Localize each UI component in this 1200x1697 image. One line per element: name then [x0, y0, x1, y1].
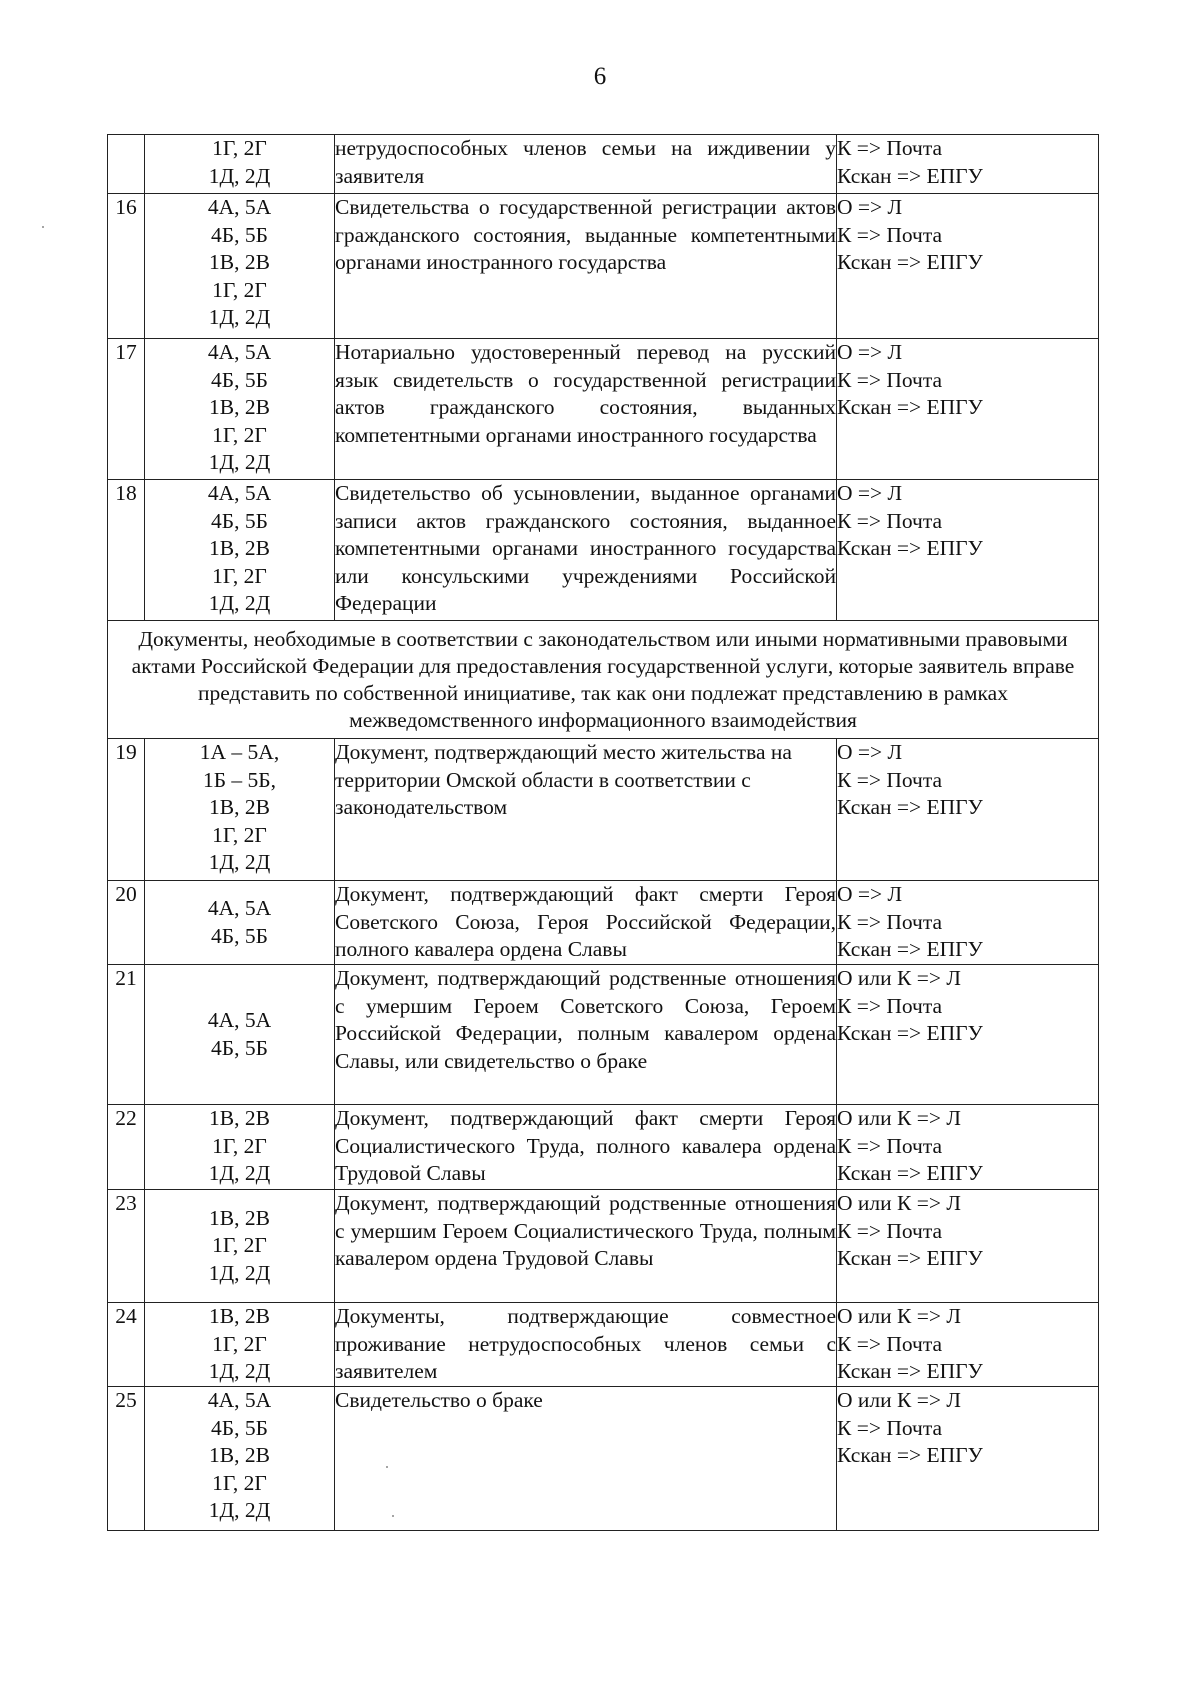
scan-speck: [42, 226, 44, 228]
delivery-methods: [837, 135, 1099, 194]
delivery-line: Кскан => ЕПГУ: [837, 1359, 983, 1383]
scan-speck: [392, 1515, 394, 1517]
delivery-methods: [837, 1105, 1099, 1190]
table-row: [108, 480, 1099, 621]
table-row: [108, 965, 1099, 1105]
delivery-line: О => Л: [837, 340, 903, 364]
document-description: Документ, подтверждающий родственные отношения с умершим Героем Социалистического Труда, полным кавалером ордена Трудовой Славы: [335, 1190, 837, 1303]
code-line: 1Г, 2Г: [212, 1133, 267, 1158]
code-line: 1Г, 2Г: [212, 822, 267, 847]
delivery-methods: [837, 1303, 1099, 1387]
code-line: 1Д, 2Д: [208, 305, 271, 329]
category-codes: [145, 339, 335, 480]
code-line: 1Г, 2Г: [212, 1233, 267, 1258]
document-description: Свидетельство о браке: [335, 1387, 837, 1531]
category-codes: [145, 965, 335, 1105]
code-line: 1Д, 2Д: [208, 1161, 271, 1185]
table-row: [108, 1105, 1099, 1190]
code-line: 1В, 2В: [209, 1304, 270, 1328]
code-line: 1В, 2В: [209, 395, 270, 419]
delivery-methods: [837, 739, 1099, 881]
code-line: 4А, 5А: [207, 340, 272, 364]
document-description: Документы, подтверждающие совместное проживание нетрудоспособных членов семьи с заявителем: [335, 1303, 837, 1387]
code-line: 1Д, 2Д: [208, 1260, 271, 1285]
code-line: 1Д, 2Д: [208, 450, 271, 474]
delivery-line: К => Почта: [837, 1331, 943, 1356]
document-description: Свидетельства о государственной регистрации актов гражданского состояния, выданные компетентными органами иностранного государства: [335, 194, 837, 339]
delivery-line: О или К => Л: [837, 1191, 961, 1215]
table-row: [108, 1303, 1099, 1387]
code-line: 4Б, 5Б: [211, 1035, 268, 1060]
category-codes: [145, 881, 335, 965]
delivery-line: К => Почта: [837, 1415, 943, 1440]
delivery-line: Кскан => ЕПГУ: [837, 250, 983, 274]
delivery-line: К => Почта: [837, 1218, 943, 1243]
row-number: 20: [108, 881, 145, 965]
code-line: 1Г, 2Г: [212, 136, 267, 160]
row-number: 23: [108, 1190, 145, 1303]
code-line: 1Г, 2Г: [212, 1331, 267, 1356]
delivery-line: О => Л: [837, 740, 903, 764]
code-line: 1Д, 2Д: [208, 163, 271, 188]
table-row: [108, 339, 1099, 480]
code-line: 1Д, 2Д: [208, 1359, 271, 1383]
delivery-line: О или К => Л: [837, 1304, 961, 1328]
document-description: Документ, подтверждающий факт смерти Героя Советского Союза, Героя Российской Федерации, полного кавалера ордена Славы: [335, 881, 837, 965]
code-line: 4А, 5А: [207, 481, 272, 505]
code-line: 4А, 5А: [207, 1008, 272, 1032]
row-number: 24: [108, 1303, 145, 1387]
row-number: 21: [108, 965, 145, 1105]
delivery-line: Кскан => ЕПГУ: [837, 395, 983, 419]
row-number: 19: [108, 739, 145, 881]
document-description: Свидетельство об усыновлении, выданное органами записи актов гражданского состояния, выданное компетентными органами иностранного государства или консульскими учреждениями Российской Федерации: [335, 480, 837, 621]
delivery-line: К => Почта: [837, 909, 943, 934]
document-description: Документ, подтверждающий место жительства на территории Омской области в соответствии с законодательством: [335, 739, 837, 881]
page-number: 6: [593, 63, 607, 90]
code-line: 1В, 2В: [209, 250, 270, 274]
category-codes: [145, 1303, 335, 1387]
category-codes: [145, 739, 335, 881]
category-codes: [145, 1387, 335, 1531]
delivery-line: К => Почта: [837, 367, 943, 392]
category-codes: [145, 1190, 335, 1303]
table-row: [108, 739, 1099, 881]
code-line: 1Г, 2Г: [212, 422, 267, 447]
category-codes: [145, 135, 335, 194]
delivery-line: К => Почта: [837, 993, 943, 1018]
code-line: 4Б, 5Б: [211, 222, 268, 247]
category-codes: [145, 480, 335, 621]
code-line: 1Г, 2Г: [212, 277, 267, 302]
delivery-line: Кскан => ЕПГУ: [837, 795, 983, 819]
category-codes: [145, 194, 335, 339]
document-description: нетрудоспособных членов семьи на иждивении у заявителя: [335, 135, 837, 194]
delivery-line: Кскан => ЕПГУ: [837, 1246, 983, 1270]
code-line: 1Г, 2Г: [212, 1470, 267, 1495]
delivery-methods: [837, 881, 1099, 965]
row-number: 25: [108, 1387, 145, 1531]
delivery-methods: [837, 1190, 1099, 1303]
section-header-row: [108, 621, 1099, 739]
delivery-line: О => Л: [837, 195, 903, 219]
delivery-methods: [837, 194, 1099, 339]
delivery-line: О или К => Л: [837, 1388, 961, 1412]
delivery-line: К => Почта: [837, 508, 943, 533]
delivery-line: Кскан => ЕПГУ: [837, 1021, 983, 1045]
code-line: 4А, 5А: [207, 1388, 272, 1412]
code-line: 4А, 5А: [207, 195, 272, 219]
code-line: 4Б, 5Б: [211, 1415, 268, 1440]
code-line: 1В, 2В: [209, 1443, 270, 1467]
delivery-line: К => Почта: [837, 136, 943, 160]
table-row: [108, 194, 1099, 339]
table-row: [108, 1387, 1099, 1531]
delivery-line: Кскан => ЕПГУ: [837, 163, 983, 188]
delivery-methods: [837, 480, 1099, 621]
delivery-line: О или К => Л: [837, 966, 961, 990]
delivery-line: О => Л: [837, 882, 903, 906]
code-line: 4Б, 5Б: [211, 923, 268, 948]
document-description: Документ, подтверждающий родственные отношения с умершим Героем Советского Союза, Героем Российской Федерации, полным кавалером ордена Славы, или свидетельство о браке: [335, 965, 837, 1105]
delivery-line: К => Почта: [837, 222, 943, 247]
row-number: 18: [108, 480, 145, 621]
code-line: 4Б, 5Б: [211, 508, 268, 533]
delivery-methods: [837, 965, 1099, 1105]
row-number: 16: [108, 194, 145, 339]
code-line: 1В, 2В: [209, 536, 270, 560]
row-number: 17: [108, 339, 145, 480]
code-line: 1Г, 2Г: [212, 563, 267, 588]
delivery-line: Кскан => ЕПГУ: [837, 937, 983, 961]
document-description: Документ, подтверждающий факт смерти Героя Социалистического Труда, полного кавалера ордена Трудовой Славы: [335, 1105, 837, 1190]
delivery-line: О или К => Л: [837, 1106, 961, 1130]
delivery-line: Кскан => ЕПГУ: [837, 536, 983, 560]
delivery-methods: [837, 339, 1099, 480]
table-row: [108, 135, 1099, 194]
code-line: 1В, 2В: [209, 795, 270, 819]
code-line: 1В, 2В: [209, 1205, 270, 1230]
row-number: [108, 135, 145, 194]
section-header: Документы, необходимые в соответствии с законодательством или иными нормативными правовыми актами Российской Федерации для предоставления государственной услуги, которые заявитель вправе представить по собственной инициативе, так как они подлежат представлению в рамках межведомственного информационного взаимодействия: [108, 621, 1099, 739]
code-line: 1Д, 2Д: [208, 1498, 271, 1522]
table-row: [108, 1190, 1099, 1303]
delivery-methods: [837, 1387, 1099, 1531]
code-line: 1В, 2В: [209, 1106, 270, 1130]
delivery-line: Кскан => ЕПГУ: [837, 1443, 983, 1467]
category-codes: [145, 1105, 335, 1190]
delivery-line: К => Почта: [837, 767, 943, 792]
code-line: 1А – 5А,: [199, 740, 280, 764]
code-line: 1Б – 5Б,: [202, 767, 277, 792]
row-number: 22: [108, 1105, 145, 1190]
code-line: 4А, 5А: [207, 896, 272, 920]
document-description: Нотариально удостоверенный перевод на русский язык свидетельств о государственной регистрации актов гражданского состояния, выданных компетентными органами иностранного государства: [335, 339, 837, 480]
delivery-line: Кскан => ЕПГУ: [837, 1161, 983, 1185]
code-line: 1Д, 2Д: [208, 850, 271, 874]
code-line: 1Д, 2Д: [208, 591, 271, 615]
delivery-line: О => Л: [837, 481, 903, 505]
documents-table: [107, 134, 1099, 1531]
table-row: [108, 881, 1099, 965]
scan-speck: [386, 1466, 388, 1468]
delivery-line: К => Почта: [837, 1133, 943, 1158]
code-line: 4Б, 5Б: [211, 367, 268, 392]
